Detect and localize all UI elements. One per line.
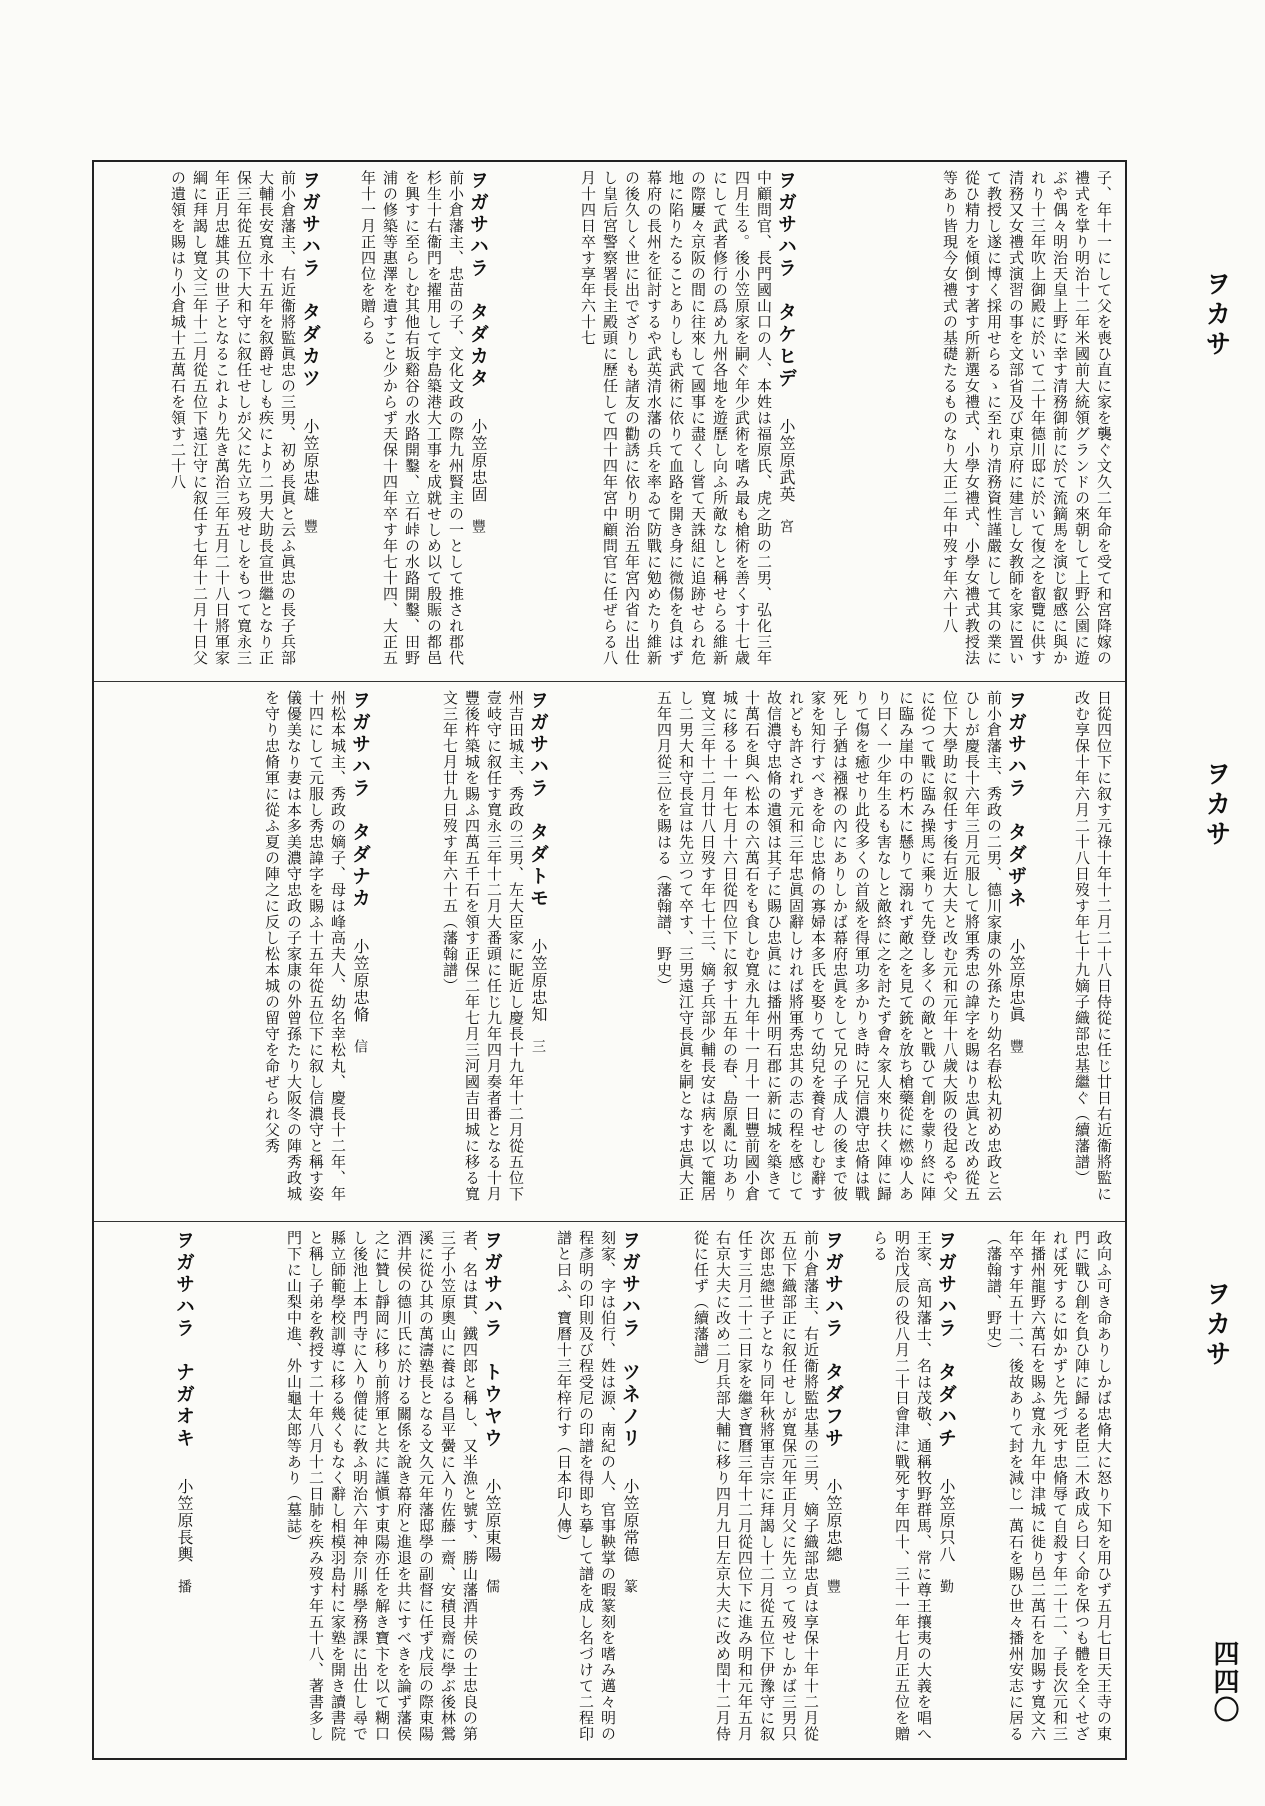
band-bottom [94, 1222, 1125, 1762]
entry-name: 小笠原常德 [621, 1478, 640, 1563]
entry-tadahachi [862, 1230, 957, 1754]
entry-name: 小笠原忠固 [469, 418, 488, 503]
entry-body: 前小倉藩主、右近衞將監眞忠の三男、初め長眞と云ふ眞忠の長子兵部大輔長安寬永十五年を叙爵せしも疾により二男大助長宣世繼となり正保三年從五位下大和守に叙任せしが父に先立ち歿せしをもつて寬永三年正月忠雄其の世子となるこれより先き萬治三年五月二十八日將軍家綱に拜謁し寬文三年十二月從五位下遠江守に叙任す七年十二月十日父の遺領を賜はり小倉城十五萬石を領す二十八 [169, 170, 297, 666]
continuation-text: 日從四位下に叙す元祿十年十二月二十八日侍從に任じ廿日右近衞將監に改む享保十年六月二十八日歿す年七十九嫡子織部忠基繼ぐ（續藩譜） [1073, 690, 1113, 1202]
entry-heading: ヲガサハラ ツネノリ [619, 1230, 641, 1450]
entry-takehide [507, 170, 797, 673]
entry-heading: ヲガサハラ タダハチ [935, 1230, 957, 1450]
entry-body: 州吉田城主、秀政の三男、左大臣家に眤近し慶長十九年十二月從五位下壹岐守に叙任す寬永三年十二月大番頭に任じ九年四月奏者番となる十月豐後杵築城を賜ふ四萬五千石を領す正保二年七月三河國吉田城に移る寬文三年七月廿九日歿す年六十五（藩翰譜） [441, 690, 525, 1202]
entry-heading: ヲガサハラ タダカツ [299, 170, 321, 390]
entry-name: 小笠原武英 [777, 418, 796, 503]
entry-body: 刻家、字は伯行、姓は源、南紀の人、官事鞅掌の暇篆刻を嗜み邁々明の程彥明の印則及び程受尼の印譜を得即ち摹して譜を成し名づけて二程印譜と曰ふ、寶曆十三年梓行す（日本印人傳） [555, 1230, 617, 1742]
entry-touyou [213, 1230, 503, 1754]
entry-heading: ヲガサハラ トウヤウ [481, 1230, 503, 1450]
band-middle [94, 682, 1125, 1222]
entry-name: 小笠原忠脩 [351, 938, 370, 1023]
entry-body: 者、名は貫、鐵四郎と稱し、又半漁と號す、勝山藩酒井侯の士忠良の第三子小笠原奧山に養はる昌平黌に入り佐藤一齋、安積艮齋に學ぶ後林鶯溪に從ひ其の萬濤塾長となる文久元年藩邸學の副督に任ず戊辰の際東陽酒井侯の德川氏に於ける關係を說き幕府と進退を共にすべきを論ず藩侯之に贊し靜岡に移り前將軍と共に謹愼す東陽亦任を解き寶卞を以て糊口し後池上本門寺に入り僧徒に敎ふ明治六年神奈川縣學務課に出仕し尋で縣立師範學校訓導に移る幾くもなく辭し相模羽島村に家塾を開き讀書院と稱し子弟を敎授す二十年八月十二日肺を疾み歿す年五十八、著書多し門下に山梨中進、外山龜太郎等あり（墓誌） [285, 1230, 479, 1742]
entry-heading: ヲガサハラ タダトモ [527, 690, 549, 910]
entry-heading: ヲガサハラ タケヒデ [775, 170, 797, 390]
entry-name: 小笠原只八 [937, 1478, 956, 1563]
entry-name: 小笠原東陽 [483, 1478, 502, 1563]
continuation-text: 子、年十一にして父を喪ひ直に家を襲ぐ文久二年命を受て和宮降嫁の禮式を掌り明治十二年米國前大統領グランドの來朝して上野公園に遊ぶや偶々明治天皇上野に幸す清務御前に於て流鏑馬を演じ叡感に與かれり十三年吹上御殿に於いて二十年德川邸に於いて復之を叡覽に供す清務又女禮式演習の事を文部省及び東京府に建言し女教師を家に置いて教授し遂に博く採用せらるゝに至れり清務資性謹嚴にして其の業に從ひ精力を傾倒す著す所新選女禮式、小學女禮式、小學女禮式教授法等あり皆現今女禮式の基礎たるものなり大正二年中歿す年六十八 [941, 170, 1113, 666]
entry-tag: 篆 [622, 1579, 638, 1594]
entry-tag: 三 [530, 1039, 546, 1054]
entry-tag: 播 [176, 1579, 192, 1594]
text-frame [92, 160, 1127, 1760]
entry-tadafusa [659, 1230, 844, 1754]
entry-tag: 信 [352, 1039, 368, 1054]
entry-name: 小笠原忠雄 [301, 418, 320, 503]
entry-tadanaka [104, 690, 371, 1213]
entry-tag: 儒 [484, 1579, 500, 1594]
side-label-top: ヲカサ [1201, 270, 1231, 360]
entry-tag: 豐 [470, 519, 486, 534]
entry-tag: 豐 [302, 519, 318, 534]
entry-name: 小笠原忠知 [529, 938, 548, 1023]
entry-body: 前小倉藩主、秀政の二男、德川家康の外孫たり幼名春松丸初め忠政と云ひしが慶長十六年三月元服して將軍秀忠の諱字を賜はり忠眞と改め從五位下大學助に叙任す後右近大夫と改む元和元年十八歲大阪の役起るや父に從つて戰に臨み操馬に乘りて先登し多くの敵と戰ひて創を蒙り終に陣に臨み崖中の朽木に懸りて溺れず敵之を見て銃を放ち槍藥從に燃ゆ人あり曰く一少年生るも害なしと敵終に之を討たず會々家人來り扶く陣に歸りて傷を癒せり此役多くの首級を得軍功多かりき時に兄信濃守忠脩は戰死し子猶は襁褓の內にありしかば幕府忠眞をして兄の子成人の後まで彼家を知行すべきを命じ忠脩の寡婦本多氏を娶りて幼兒を養育せしむ辭すれども許されず元和三年忠眞固辭しければ將軍秀忠其の志の程を感じて故信濃守忠脩の遺領は其子に賜ひ忠眞には播州明石郡に新に城を築きて十萬石を與へ松本の六萬石をも食しむ寬永九年十一月十一日豐前國小倉城に移る十一年七月十六日從四位下に叙す十五年の春、島原亂に功あり寬文三年十二月廿八日歿す年七十三、嫡子兵部少輔長安は病を以て籠居し二男大和守長宣は先立つて卒す、三男遠江守長眞を嗣となす忠眞大正五年四月從三位を賜はる（藩翰譜、野史） [655, 690, 1003, 1202]
entry-nagaoki [104, 1230, 195, 1754]
entry-heading: ヲガサハラ タダザネ [1005, 690, 1027, 910]
entry-name: 小笠原長輿 [175, 1478, 194, 1563]
entry-tadazane [567, 690, 1027, 1213]
entry-body: 中顧問官、長門國山口の人、本姓は福原氏、虎之助の二男、弘化三年四月生る。後小笠原家を嗣ぐ年少武術を嗜み最も槍術を善くす十七歳にして武者修行の爲め九州各地を遊歷し向ふ所敵なしと稱せらる維新の際屢々京阪の間に往來して國事に盡くし嘗て天誅組に追跡せられ危地に陷りたることありしも武術に依りて血路を開き身に微傷を負はず幕府の長州を征討するや武英清水藩の兵を率ゐて防戰に勉めたり維新の後久しく世に出でざりしも諸友の勸誘に依り明治五年宮內省に出仕し皇后宮警察署長主殿頭に歷任して四十四年宮中顧問官に任ぜらる八月十四日卒す享年六十七 [579, 170, 773, 666]
side-label-middle: ヲカサ [1201, 760, 1231, 850]
side-label-bottom: ヲカサ [1201, 1280, 1231, 1370]
entry-tadatomo [389, 690, 549, 1213]
band-top [94, 162, 1125, 682]
page-number: 四四〇 [1209, 1640, 1239, 1724]
entry-heading: ヲガサハラ タダフサ [822, 1230, 844, 1450]
entry-body: 前小倉藩主、右近衞將監忠基の三男、嫡子織部忠貞は享保十年十二月從五位下織部正に叙任せしが寬保元年正月父に先立って歿せしかば三男只次郎忠總世子となり同年秋將軍吉宗に拜謁し十二月從五位下伊豫守に叙任す三月二十二日家を繼ぎ寶曆三年十二月從四位下に進み明和元年五月右京大夫に改め二月兵部大輔に移り四月九日左京大夫に改め閏十二月侍從に任ず（續藩譜） [692, 1230, 820, 1742]
entry-tag: 豐 [1008, 1039, 1024, 1054]
entry-body: 州松本城主、秀政の嫡子、母は峰高夫人、幼名幸松丸、慶長十二年、年十四にして元服し秀忠諱字を賜ふ十五年從五位下に叙し信濃守と稱す姿儀優美なり妻は本多美濃守忠政の子家康の外曾孫たり大阪冬の陣秀政城を守り忠脩軍に從ふ夏の陣之に反し松本城の留守を命ぜられ父秀 [263, 690, 347, 1202]
entry-name: 小笠原忠總 [824, 1478, 843, 1563]
entry-tag: 勤 [938, 1579, 954, 1594]
entry-heading: ヲガサハラ タダカタ [467, 170, 489, 390]
entry-tadakatsu [104, 170, 321, 673]
entry-body: 前小倉藩主、忠苗の子、文化文政の際九州賢主の一として推され郡代杉生十右衞門を擢用して宇島築港大工事を成就せしめ以て殷賑の都邑を興すに至らしむ其他右坂谿谷の水路開鑿、立石峠の水路開鑿、田野浦の修築等惠澤を遺すこと少からず天保十四年卒す年七十四、大正五年十一月正四位を贈らる [359, 170, 465, 666]
entry-tag: 宮 [778, 519, 794, 534]
entry-tsunenori [521, 1230, 641, 1754]
entry-tadakata [339, 170, 489, 673]
entry-heading: ヲガサハラ タダナカ [349, 690, 371, 910]
entry-tag: 豐 [825, 1579, 841, 1594]
entry-name: 小笠原忠眞 [1007, 938, 1026, 1023]
entry-body: 王家、高知藩士、名は茂敬、通稱牧野群馬、常に尊王攘夷の大義を唱へ明治戊辰の役八月二十日會津に戰死す年四十、三十一年七月正五位を贈らる [871, 1230, 933, 1742]
entry-heading: ヲガサハラ ナガオキ [173, 1230, 195, 1450]
continuation-text: 政向ふ可き命ありしかば忠脩大に怒り下知を用ひず五月七日天王寺の東門に戰ひ創を負ひ陣に歸る老臣二木政成ら曰く命を保つも體を全くせざれば死するに如かずと先づ死す忠脩辱て自殺す年二十二、子長次元和三年播州龍野六萬石を賜ふ寬永九年中津城に徙り邑二萬石を加賜す寬文六年卒す年五十二、後故ありて封を減じ一萬石を賜ひ世々播州安志に居る（藩翰譜、野史） [985, 1230, 1113, 1742]
